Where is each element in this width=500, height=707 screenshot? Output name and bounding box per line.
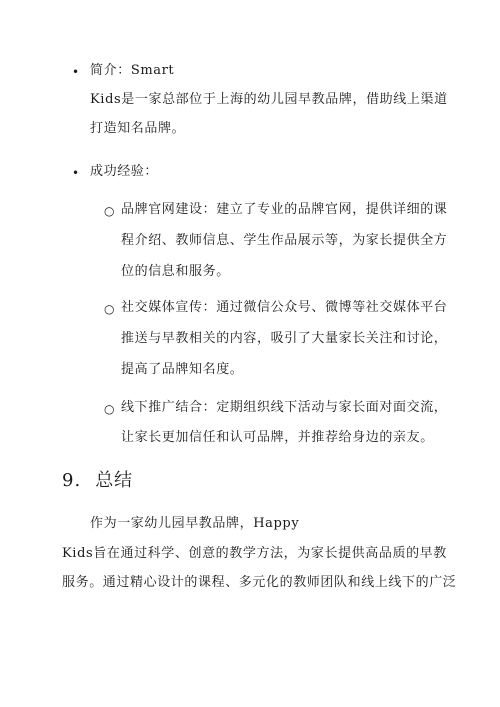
item2-line-1: 社交媒体宣传：通过微信公众号、微博等社交媒体平台 <box>121 300 448 315</box>
sub-bullet-circle: ○ <box>104 402 115 416</box>
sub-bullet-circle: ○ <box>104 302 115 316</box>
item2-line-3: 提高了品牌知名度。 <box>121 362 244 377</box>
intro-line-1 <box>90 63 174 79</box>
sub-bullet-circle: ○ <box>104 204 115 218</box>
intro-line-2: Kids是一家总部位于上海的幼儿园早教品牌，借助线上渠道 <box>90 92 448 107</box>
intro-name: Smart <box>130 63 175 78</box>
item3-line-1: 线下推广结合：定期组织线下活动与家长面对面交流， <box>121 400 448 415</box>
summary-line-2: Kids旨在通过科学、创意的教学方法，为家长提供高品质的早教 <box>62 546 447 561</box>
success-label: 成功经验： <box>90 164 159 179</box>
section-heading <box>62 470 133 492</box>
item1-line-3: 位的信息和服务。 <box>121 264 230 279</box>
bullet-dot: • <box>72 166 80 180</box>
item2-line-2: 推送与早教相关的内容，吸引了大量家长关注和讨论， <box>121 331 448 346</box>
intro-label: 简介： <box>90 63 131 78</box>
item1-line-1: 品牌官网建设：建立了专业的品牌官网，提供详细的课 <box>121 202 448 217</box>
summary-line-1: 作为一家幼儿园早教品牌，Happy <box>90 516 300 531</box>
item3-line-2: 让家长更加信任和认可品牌，并推荐给身边的亲友。 <box>121 430 434 445</box>
item1-line-2: 程介绍、教师信息、学生作品展示等，为家长提供全方 <box>121 233 448 248</box>
bullet-dot: • <box>72 65 80 79</box>
section-number: 9. <box>62 470 82 491</box>
intro-line-3: 打造知名品牌。 <box>90 121 186 136</box>
summary-line-3: 服务。通过精心设计的课程、多元化的教师团队和线上线下的广泛 <box>62 575 457 590</box>
section-title: 总结 <box>95 470 134 491</box>
